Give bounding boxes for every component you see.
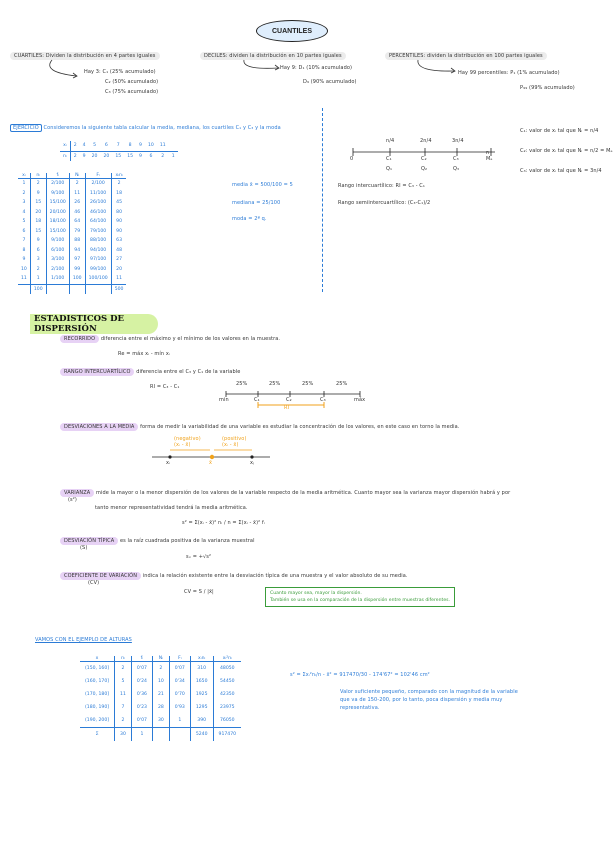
- percentiles-definition: [385, 52, 547, 60]
- frequency-table-body: [18, 179, 126, 295]
- ric-axis-c2: C₂: [286, 397, 292, 403]
- desviacion-tipica-formula: sₓ = +√s²: [186, 554, 212, 560]
- header-cell: xᵢ²nᵢ: [213, 656, 241, 662]
- table-total-cell: [152, 728, 169, 742]
- cell: 2: [73, 143, 77, 149]
- cuartiles-definition: [10, 52, 160, 60]
- varianza-formula: s² = Σ(xᵢ - x̄)² nᵢ / n = Σ(xᵢ - x̄)² fᵢ: [182, 520, 265, 526]
- table-row: [18, 189, 126, 199]
- table-cell: 97: [69, 255, 85, 265]
- cell: 15: [115, 153, 122, 159]
- table-cell: 7: [22, 238, 26, 244]
- recorrido-text: diferencia entre el máximo y el mínimo de los valores en la muestra.: [100, 336, 281, 342]
- cell: 20: [103, 153, 110, 159]
- axis-q3: Q₃: [453, 166, 460, 172]
- deciles-text: DECILES: dividen la distribución en 10 partes iguales: [200, 52, 346, 60]
- table-total-cell: [85, 284, 111, 294]
- table-row: [18, 179, 126, 189]
- header-cell: nᵢ: [115, 656, 132, 662]
- table-cell: 64: [69, 217, 85, 227]
- dispersion-section-title: [30, 314, 158, 334]
- header-cell: x: [80, 656, 115, 662]
- table-cell: 0'70: [169, 688, 190, 701]
- ric-desc: diferencia entre el C₃ y C₁ de la variable: [136, 369, 241, 375]
- example-formula: s² = Σxᵢ²nᵢ/n - x̄² = 917470/30 - 174'67² = 102'46 cm²: [290, 672, 430, 678]
- percentiles-text: PERCENTILES: dividen la distribución en 100 partes iguales: [385, 52, 547, 60]
- table-cell: 45: [111, 198, 126, 208]
- percentiles-item-2: P₉₉ (99% acumulado): [520, 85, 575, 91]
- percentiles-arrow: [412, 58, 460, 76]
- table-cell: 6/100: [46, 246, 69, 256]
- ejercicio-line: [10, 125, 281, 131]
- table-cell: 11: [21, 276, 27, 282]
- cell: 7: [116, 143, 120, 149]
- axis-fraction-1: n/4: [386, 138, 395, 144]
- stat-mediana: mediana = 25/100: [232, 200, 281, 206]
- table-totals-row: [18, 284, 126, 294]
- table-cell: 1925: [190, 688, 213, 701]
- axis-fraction-2: 2n/4: [420, 138, 432, 144]
- table-cell: 8: [22, 247, 26, 253]
- cv-text: indica la relación existente entre la desviación típica de una muestra y el valor absoluto de su media.: [142, 573, 408, 579]
- example-tag: VAMOS CON EL EJEMPLO DE ALTURAS: [35, 637, 132, 643]
- axis-q1: Q₁: [386, 166, 393, 172]
- frequency-table: [18, 173, 126, 294]
- table-cell: 9: [30, 189, 46, 199]
- table-cell: 90: [111, 227, 126, 237]
- header-cell: fᵢ: [46, 173, 69, 179]
- cell: 1: [171, 153, 175, 159]
- ejercicio-data-table: [60, 141, 178, 161]
- table-cell: 97/100: [85, 255, 111, 265]
- desv-axis-mean: x̄: [209, 460, 213, 466]
- desviacion-tipica-tag: DESVIACIÓN TÍPICA: [60, 537, 118, 545]
- table-cell: 64/100: [85, 217, 111, 227]
- page-title: CUANTILES: [256, 20, 328, 42]
- recorrido-formula: Re = máx xᵢ - mín xᵢ: [118, 351, 170, 357]
- table-cell: 2: [115, 662, 132, 676]
- table-cell: 15: [30, 227, 46, 237]
- table-cell: (160, 170]: [85, 679, 110, 684]
- table-cell: 99/100: [85, 265, 111, 275]
- varianza-line: [60, 489, 510, 497]
- ric-pct-3: 25%: [302, 381, 314, 387]
- cell: 11: [159, 143, 166, 149]
- rsi-text: Rango semiintercuartílico: (C₃-C₁)/2: [338, 200, 431, 206]
- cv-line: [60, 572, 408, 580]
- table-cell: 9/100: [46, 236, 69, 246]
- example-note-line-2: que va de 150-200, por lo tanto, poca dispersión y media muy: [340, 697, 503, 703]
- table-cell: 63: [111, 236, 126, 246]
- table-total-cell: [18, 284, 30, 294]
- table-cell: 21: [152, 688, 169, 701]
- table-cell: 94: [69, 246, 85, 256]
- axis-label-me: Mₑ: [486, 156, 493, 162]
- table-cell: 1295: [190, 701, 213, 714]
- desv-axis-xi: xᵢ: [166, 460, 171, 466]
- table-cell: 11: [69, 189, 85, 199]
- table-cell: 1/100: [46, 274, 69, 284]
- table-totals-row: [80, 728, 241, 742]
- table-row: [80, 688, 241, 701]
- cell: 6: [149, 153, 153, 159]
- table-cell: 5: [115, 675, 132, 688]
- table-cell: 0'07: [131, 714, 152, 728]
- table-cell: 9: [30, 236, 46, 246]
- example-table: [80, 656, 241, 741]
- table-cell: 26: [69, 198, 85, 208]
- header-cell: fᵢ: [131, 656, 152, 662]
- table-cell: 5: [22, 219, 26, 225]
- desv-note-pos: (positivo): [222, 436, 247, 442]
- table-cell: 88/100: [85, 236, 111, 246]
- table-total-cell: [69, 284, 85, 294]
- table-cell: 11/100: [85, 189, 111, 199]
- table-total-cell: Σ: [80, 728, 115, 742]
- table-total-cell: 500: [111, 284, 126, 294]
- varianza-text: mide la mayor o la menor dispersión de los valores de la variable respecto de la media aritmética. Cuanto mayor sea la varianza mayor dispersión habrá y por: [95, 490, 511, 496]
- example-note: [340, 688, 518, 712]
- table-cell: (170, 180]: [85, 692, 110, 697]
- table-cell: 18: [111, 189, 126, 199]
- table-row: [80, 701, 241, 714]
- table-row: [18, 208, 126, 218]
- example-note-line-1: Valor suficiente pequeño, comparado con la magnitud de la variable: [340, 689, 518, 695]
- cuartiles-arrow: [40, 58, 80, 80]
- ric-axis-c1: C₁: [254, 397, 260, 403]
- table-cell: 1: [30, 274, 46, 284]
- desv-axis-xj: xⱼ: [250, 460, 255, 466]
- cell: 2: [73, 153, 77, 159]
- stat-media: media x̄ = 500/100 = 5: [232, 182, 293, 188]
- cell: 6: [104, 143, 108, 149]
- axis-label-c1: C₁: [386, 156, 392, 162]
- table-cell: 3: [30, 255, 46, 265]
- table-total-cell: 1: [131, 728, 152, 742]
- table-cell: 42350: [213, 688, 241, 701]
- table-row: [80, 675, 241, 688]
- cell: 5: [93, 143, 96, 149]
- desv-note-neg: (negativo): [174, 436, 201, 442]
- ejercicio-row-n: [60, 151, 178, 161]
- ric-axis-c3: C₃: [320, 397, 326, 403]
- table-row: [80, 714, 241, 728]
- table-cell: 30: [152, 714, 169, 728]
- cv-note-box: [265, 587, 455, 607]
- table-cell: 100: [69, 274, 85, 284]
- cuartiles-item-2: C₂ (50% acumulado): [105, 79, 159, 85]
- table-total-cell: 100: [30, 284, 46, 294]
- table-cell: 27: [111, 255, 126, 265]
- varianza-text-2: tanto menor representatividad tendrá la media aritmética.: [95, 505, 248, 511]
- table-cell: 15/100: [46, 198, 69, 208]
- table-row: [18, 217, 126, 227]
- cell: xᵢ: [60, 141, 70, 151]
- axis-label-c2: C₂: [421, 156, 427, 162]
- axis-label-c3: C₃: [453, 156, 459, 162]
- cell: 15: [127, 153, 134, 159]
- table-cell: 3/100: [46, 255, 69, 265]
- table-row: [18, 198, 126, 208]
- ejercicio-text: Consideremos la siguiente tabla calcular la media, mediana, los cuartiles C₁ y C₃ y la moda: [43, 125, 281, 131]
- quartile-def-3: C₃: valor de xᵢ tal que Nᵢ = 3n/4: [520, 168, 602, 174]
- table-cell: 26/100: [85, 198, 111, 208]
- table-cell: (190, 200]: [85, 718, 110, 723]
- table-row: [18, 255, 126, 265]
- table-cell: 390: [190, 714, 213, 728]
- desviaciones-tag: DESVIACIONES A LA MEDIA: [60, 423, 138, 431]
- table-cell: 0'07: [169, 662, 190, 676]
- header-cell: nᵢ: [30, 173, 46, 179]
- cuartiles-item-1: Hay 3: C₁ (25% acumulado): [84, 69, 156, 75]
- cell: 8: [128, 143, 132, 149]
- table-row: [18, 246, 126, 256]
- table-cell: 28: [152, 701, 169, 714]
- ejercicio-tag: EJERCICIO: [10, 124, 42, 132]
- table-cell: 6: [30, 246, 46, 256]
- table-cell: 18: [30, 217, 46, 227]
- header-cell: Nᵢ: [69, 173, 85, 179]
- ric-axis-diagram: [220, 384, 370, 412]
- cell: 9: [139, 143, 142, 149]
- example-note-line-3: representativa.: [340, 705, 380, 711]
- table-cell: 100/100: [85, 274, 111, 284]
- table-row: [18, 227, 126, 237]
- table-cell: 0'07: [131, 662, 152, 676]
- ric-pct-2: 25%: [269, 381, 281, 387]
- varianza-symbol: (s²): [68, 497, 77, 503]
- desviaciones-line: [60, 423, 459, 431]
- header-cell: xᵢnᵢ: [190, 656, 213, 662]
- table-cell: 1: [22, 181, 26, 187]
- table-cell: 6: [22, 228, 26, 234]
- deciles-item-2: D₉ (90% acumulado): [303, 79, 357, 85]
- cell: 4: [82, 143, 86, 149]
- table-row: [80, 662, 241, 676]
- table-cell: 1: [169, 714, 190, 728]
- cell: [169, 141, 178, 151]
- table-row: [18, 274, 126, 284]
- desv-label-neg: (xᵢ - x̄): [174, 442, 191, 448]
- axis-end-0: 0: [350, 156, 354, 162]
- table-cell: 2: [30, 265, 46, 275]
- header-cell: Fᵢ: [85, 173, 111, 179]
- table-cell: 0'93: [169, 701, 190, 714]
- ric-pct-4: 25%: [336, 381, 348, 387]
- table-total-cell: 5240: [190, 728, 213, 742]
- cv-symbol: (CV): [88, 580, 100, 586]
- table-cell: 90: [111, 217, 126, 227]
- desviacion-tipica-line: [60, 537, 255, 545]
- table-cell: 3: [22, 200, 26, 206]
- ejercicio-row-x: [60, 141, 178, 151]
- ric-tag: RANGO INTERCUARTÍLICO: [60, 368, 134, 376]
- cell: nᵢ: [60, 151, 70, 161]
- table-cell: 10: [21, 266, 27, 272]
- header-cell: Fᵢ: [169, 656, 190, 662]
- recorrido-line: [60, 335, 280, 343]
- table-cell: 0'36: [131, 688, 152, 701]
- cv-formula: CV = S / |x̄|: [184, 589, 214, 595]
- table-cell: 23975: [213, 701, 241, 714]
- table-total-cell: [46, 284, 69, 294]
- table-cell: 15: [30, 198, 46, 208]
- cell: 9: [82, 153, 86, 159]
- desviacion-tipica-symbol: (S): [80, 545, 88, 551]
- table-cell: 0'23: [131, 701, 152, 714]
- recorrido-tag: RECORRIDO: [60, 335, 99, 343]
- cell: 20: [91, 153, 98, 159]
- table-cell: 48: [111, 246, 126, 256]
- quartile-def-1: C₁: valor de xᵢ tal que Nᵢ = n/4: [520, 128, 599, 134]
- example-table-body: [80, 662, 241, 742]
- dispersion-title-text: ESTADISTICOS DE DISPERSIÓN: [34, 314, 124, 334]
- cell: 2: [161, 153, 165, 159]
- table-row: [18, 236, 126, 246]
- cv-tag: COEFICIENTE DE VARIACIÓN: [60, 572, 141, 580]
- table-cell: (180, 190]: [85, 705, 110, 710]
- cv-note-line-1: Cuanto mayor sea, mayor la dispersión.: [270, 591, 362, 596]
- table-cell: 2/100: [46, 179, 69, 189]
- quartile-def-2: C₂: valor de xᵢ tal que Nᵢ = n/2 = Mₑ: [520, 148, 613, 154]
- table-cell: 20/100: [46, 208, 69, 218]
- table-cell: 46/100: [85, 208, 111, 218]
- deciles-item-1: Hay 9: D₁ (10% acumulado): [280, 65, 353, 71]
- table-row: [18, 265, 126, 275]
- table-cell: 11: [111, 274, 126, 284]
- table-cell: 9/100: [46, 189, 69, 199]
- table-cell: 94/100: [85, 246, 111, 256]
- table-cell: 20: [30, 208, 46, 218]
- table-cell: 54450: [213, 675, 241, 688]
- table-cell: 1650: [190, 675, 213, 688]
- ric-text: Rango intercuartílico: RI = C₃ - C₁: [338, 183, 425, 189]
- ric-bracket-label: RI: [284, 405, 290, 411]
- table-cell: 2: [152, 662, 169, 676]
- table-cell: 4: [22, 209, 26, 215]
- table-cell: 2: [115, 714, 132, 728]
- column-divider: [322, 108, 323, 292]
- cell: 9: [139, 153, 142, 159]
- table-cell: 7: [115, 701, 132, 714]
- cell: 10: [147, 143, 154, 149]
- table-cell: 2/100: [46, 265, 69, 275]
- axis-end-n: n: [486, 150, 490, 156]
- table-cell: 46: [69, 208, 85, 218]
- table-cell: 2: [22, 190, 26, 196]
- table-cell: 79/100: [85, 227, 111, 237]
- table-cell: 9: [22, 257, 26, 263]
- table-cell: 15/100: [46, 227, 69, 237]
- stat-moda: moda = 2ª q.: [232, 216, 267, 222]
- table-cell: (150, 160]: [85, 666, 110, 671]
- desv-label-pos: (xᵢ - x̄): [222, 442, 239, 448]
- table-cell: 2: [69, 179, 85, 189]
- table-cell: 80: [111, 208, 126, 218]
- table-cell: 2: [111, 179, 126, 189]
- varianza-tag: VARIANZA: [60, 489, 94, 497]
- table-cell: 99: [69, 265, 85, 275]
- cuartiles-text: CUARTILES: Dividen la distribución en 4 partes iguales: [10, 52, 160, 60]
- cv-note-line-2: También se usa en la comparación de la dispersión entre muestras diferentes.: [270, 598, 451, 603]
- table-cell: 18/100: [46, 217, 69, 227]
- table-cell: 79: [69, 227, 85, 237]
- header-cell: xᵢnᵢ: [111, 173, 126, 179]
- percentiles-item-1: Hay 99 percentiles: P₁ (1% acumulado): [458, 70, 560, 76]
- table-cell: 20: [111, 265, 126, 275]
- ric-pct-1: 25%: [236, 381, 248, 387]
- axis-q2: Q₂: [421, 166, 428, 172]
- ric-axis-max: máx: [354, 397, 366, 403]
- desviacion-tipica-text: es la raíz cuadrada positiva de la varianza muestral: [119, 538, 255, 544]
- desviaciones-text: forma de medir la variabilidad de una variable es estudiar la concentración de los valores, en este caso en torno la media.: [140, 424, 460, 430]
- deciles-arrow: [238, 58, 284, 72]
- table-cell: 88: [69, 236, 85, 246]
- cuartiles-item-3: C₃ (75% acumulado): [105, 89, 159, 95]
- table-cell: 310: [190, 662, 213, 676]
- table-total-cell: [169, 728, 190, 742]
- table-cell: 48050: [213, 662, 241, 676]
- table-cell: 0'34: [169, 675, 190, 688]
- table-cell: 2: [30, 179, 46, 189]
- ric-axis-min: min: [219, 397, 229, 403]
- ric-formula: RI = C₃ - C₁: [150, 384, 180, 390]
- table-cell: 2/100: [85, 179, 111, 189]
- table-cell: 0'24: [131, 675, 152, 688]
- ric-line: [60, 368, 240, 376]
- table-cell: 10: [152, 675, 169, 688]
- header-cell: xᵢ: [18, 173, 30, 179]
- header-cell: Nᵢ: [152, 656, 169, 662]
- table-cell: 76050: [213, 714, 241, 728]
- table-total-cell: 917470: [213, 728, 241, 742]
- axis-fraction-3: 3n/4: [452, 138, 464, 144]
- table-cell: 11: [115, 688, 132, 701]
- table-total-cell: 30: [115, 728, 132, 742]
